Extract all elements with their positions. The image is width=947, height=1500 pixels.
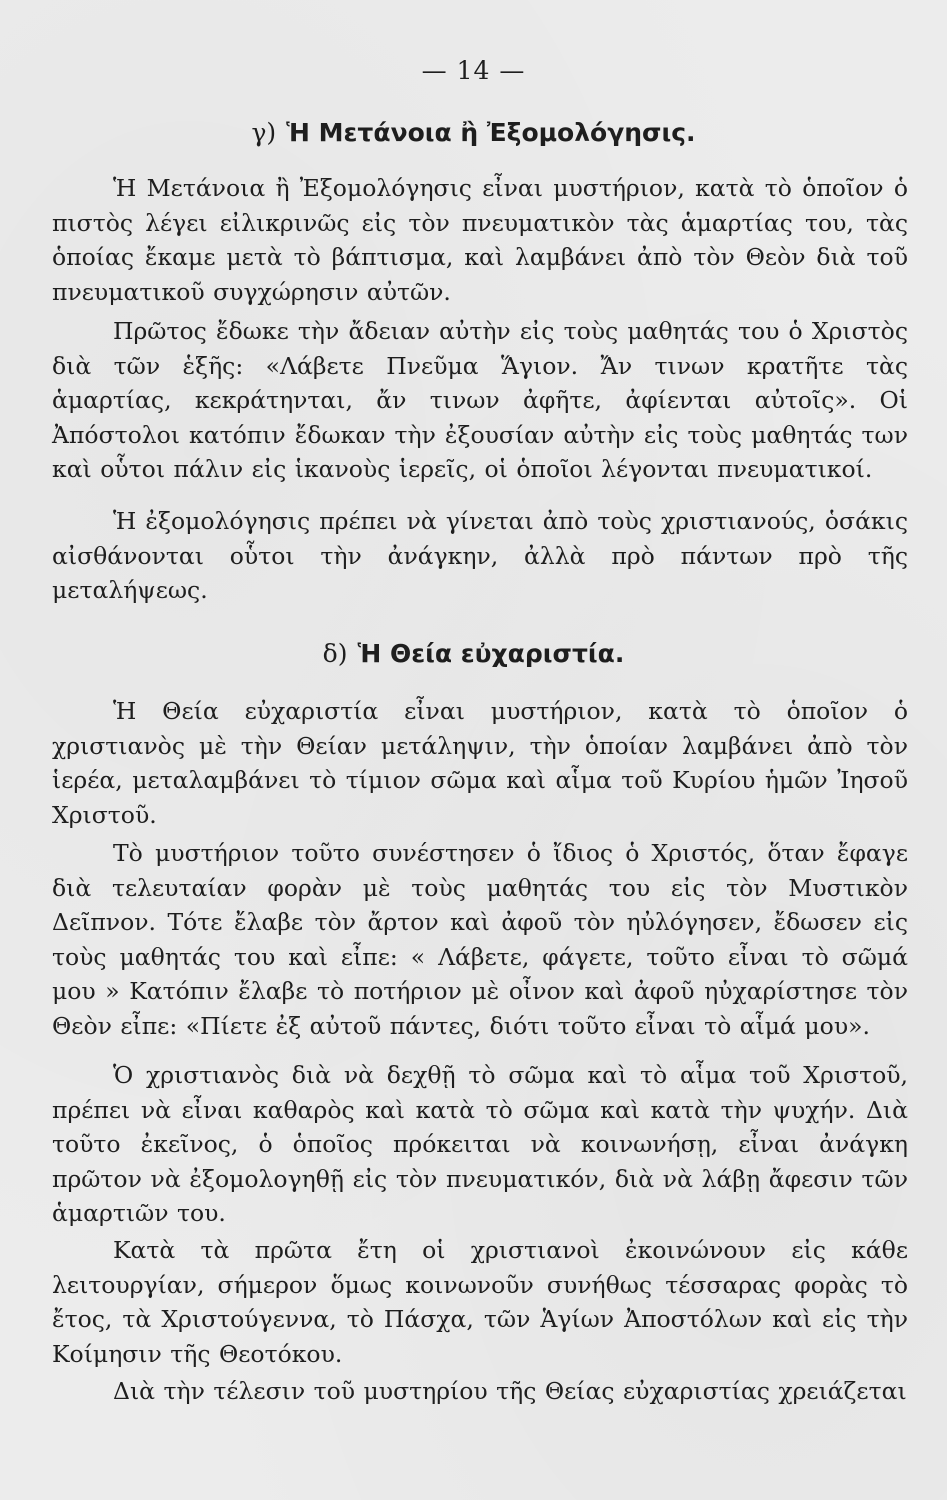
paragraph: Ὁ χριστιανὸς διὰ νὰ δεχθῇ τὸ σῶμα καὶ τὸ αἷμα τοῦ Χριστοῦ, πρέπει νὰ εἶναι καθαρὸς καὶ κατὰ τὸ σῶμα καὶ κατὰ τὴν ψυχήν. Διὰ τοῦτο ἐκεῖνος, ὁ ὁποῖος πρόκειται νὰ κοινωνήσῃ, εἶναι ἀνάγκη πρῶτον νὰ ἐξομολογηθῇ εἰς τὸν πνευματικόν, διὰ νὰ λάβῃ ἄφεσιν τῶν ἁμαρτιῶν του. xyxy=(52,1061,908,1228)
paragraph: Ἡ Μετάνοια ἢ Ἐξομολόγησις εἶναι μυστήριον, κατὰ τὸ ὁποῖον ὁ πιστὸς λέγει εἰλικρινῶς εἰς τὸν πνευματικὸν τὰς ἁμαρτίας του, τὰς ὁποίας ἔκαμε μετὰ τὸ βάπτισμα, καὶ λαμβάνει ἀπὸ τὸν Θεὸν διὰ τοῦ πνευματικοῦ συγχώρησιν αὐτῶν. xyxy=(52,174,908,306)
section-title: Ἡ Μετάνοια ἢ Ἐξομολόγησις. xyxy=(286,118,696,147)
paragraph: Τὸ μυστήριον τοῦτο συνέστησεν ὁ ἴδιος ὁ Χριστός, ὅταν ἔφαγε διὰ τελευταίαν φορὰν μὲ τοὺς μαθητάς του εἰς τὸν Μυστικὸν Δεῖπνον. Τότε ἔλαβε τὸν ἄρτον καὶ ἀφοῦ τὸν ηὐλόγησεν, ἔδωσεν εἰς τοὺς μαθητάς του καὶ εἶπε: « Λάβετε, φάγετε, τοῦτο εἶναι τὸ σῶμά μου » Κατόπιν ἔλαβε τὸ ποτήριον μὲ οἶνον καὶ ἀφοῦ ηὐχαρίστησε τὸν Θεὸν εἶπε: «Πίετε ἐξ αὐτοῦ πάντες, διότι τοῦτο εἶναι τὸ αἷμά μου». xyxy=(52,839,908,1040)
paragraph: Κατὰ τὰ πρῶτα ἔτη οἱ χριστιανοὶ ἐκοινώνουν εἰς κάθε λειτουργίαν, σήμερον ὅμως κοινωνοῦν συνήθως τέσσαρας φορὰς τὸ ἔτος, τὰ Χριστούγεννα, τὸ Πάσχα, τῶν Ἁγίων Ἀποστόλων καὶ εἰς τὴν Κοίμησιν τῆς Θεοτόκου. xyxy=(52,1236,908,1368)
paragraph: Ἡ Θεία εὐχαριστία εἶναι μυστήριον, κατὰ τὸ ὁποῖον ὁ χριστιανὸς μὲ τὴν Θείαν μετάληψιν, τὴν ὁποίαν λαμβάνει ἀπὸ τὸν ἱερέα, μεταλαμβάνει τὸ τίμιον σῶμα καὶ αἷμα τοῦ Κυρίου ἡμῶν Ἰησοῦ Χριστοῦ. xyxy=(52,697,908,829)
section-title: Ἡ Θεία εὐχαριστία. xyxy=(357,639,625,668)
section-label: δ) xyxy=(322,639,348,668)
paragraph: Ἡ ἐξομολόγησις πρέπει νὰ γίνεται ἀπὸ τοὺς χριστιανούς, ὁσάκις αἰσθάνονται οὗτοι τὴν ἀνάγκην, ἀλλὰ πρὸ πάντων πρὸ τῆς μεταλήψεως. xyxy=(52,507,908,605)
paragraph: Πρῶτος ἔδωκε τὴν ἄδειαν αὐτὴν εἰς τοὺς μαθητάς του ὁ Χριστὸς διὰ τῶν ἑξῆς: «Λάβετε Πνεῦμα Ἅγιον. Ἄν τινων κρατῆτε τὰς ἁμαρτίας, κεκράτηνται, ἄν τινων ἀφῆτε, ἀφίενται αὐτοῖς». Οἱ Ἀπόστολοι κατόπιν ἔδωκαν τὴν ἐξουσίαν αὐτὴν εἰς τοὺς μαθητάς των καὶ οὗτοι πάλιν εἰς ἱκανοὺς ἱερεῖς, οἱ ὁποῖοι λέγονται πνευματικοί. xyxy=(52,317,908,484)
section-heading-repentance xyxy=(0,118,947,147)
paragraph: Διὰ τὴν τέλεσιν τοῦ μυστηρίου τῆς Θείας εὐχαριστίας χρειάζεται xyxy=(113,1377,907,1405)
section-heading-eucharist xyxy=(0,639,947,668)
section-label: γ) xyxy=(251,118,277,147)
page-number: — 14 — xyxy=(421,56,526,85)
